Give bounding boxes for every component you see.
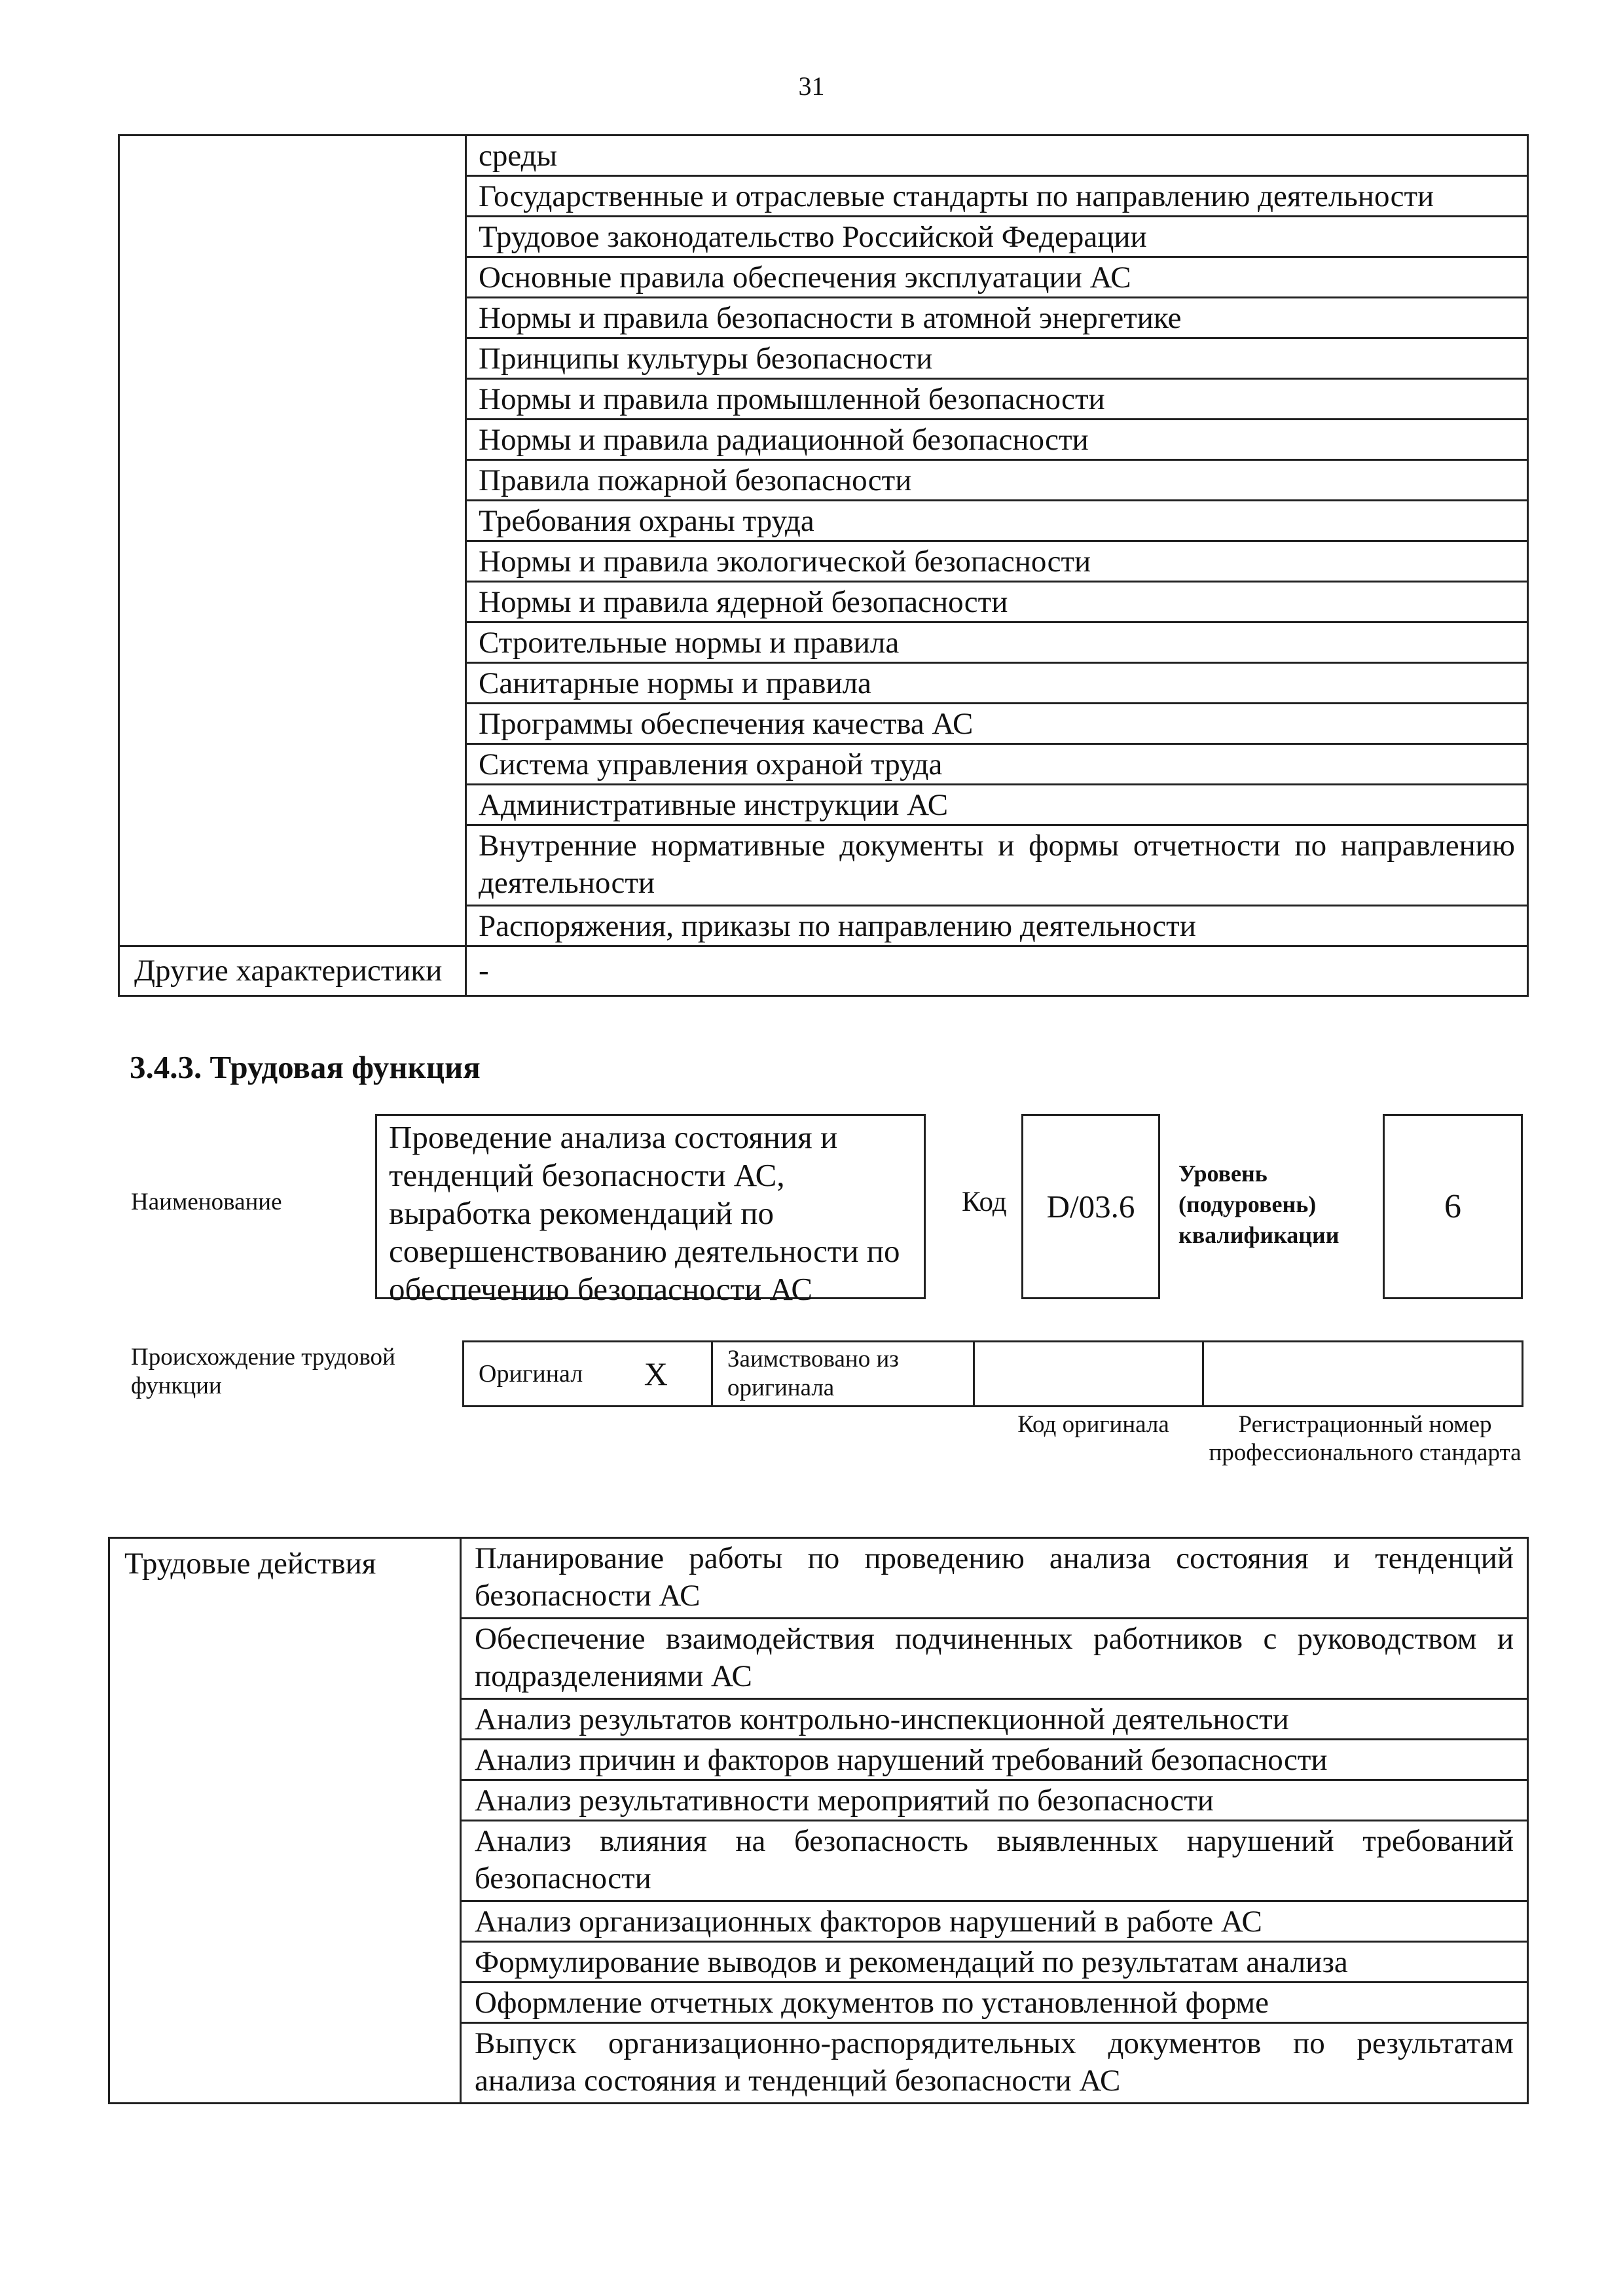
registration-number-caption: Регистрационный номер профессионального стандарта [1209, 1411, 1522, 1466]
knowledge-item: Система управления охраной труда [466, 744, 1528, 785]
name-label: Наименование [131, 1189, 282, 1215]
action-item: Анализ причин и факторов нарушений требований безопасности [461, 1740, 1528, 1780]
borrowed-label: Заимствовано из оригинала [712, 1342, 974, 1407]
qualification-level-value: 6 [1444, 1188, 1461, 1225]
action-item: Формулирование выводов и рекомендаций по результатам анализа [461, 1942, 1528, 1982]
knowledge-item: Правила пожарной безопасности [466, 460, 1528, 501]
action-item: Обеспечение взаимодействия подчиненных работников с руководством и подразделениями АС [461, 1619, 1528, 1699]
knowledge-item: Нормы и правила радиационной безопасности [466, 420, 1528, 460]
knowledge-item: Строительные нормы и правила [466, 622, 1528, 663]
knowledge-item: Нормы и правила ядерной безопасности [466, 582, 1528, 622]
other-characteristics-row [119, 946, 1528, 996]
knowledge-item: Санитарные нормы и правила [466, 663, 1528, 704]
function-code-value: D/03.6 [1046, 1189, 1135, 1225]
knowledge-item: Нормы и правила экологической безопасности [466, 541, 1528, 582]
original-code-caption: Код оригинала [1017, 1411, 1169, 1438]
page-number: 31 [798, 71, 825, 101]
action-item: Выпуск организационно-распорядительных документов по результатам анализа состояния и тенденций безопасности АС [461, 2023, 1528, 2104]
action-item: Анализ организационных факторов нарушений в работе АС [461, 1901, 1528, 1942]
original-code-cell [974, 1342, 1203, 1407]
actions-table [108, 1537, 1529, 2104]
knowledge-item: Административные инструкции АС [466, 785, 1528, 825]
knowledge-item: Требования охраны труда [466, 501, 1528, 541]
action-item: Оформление отчетных документов по установленной форме [461, 1982, 1528, 2023]
section-heading: 3.4.3. Трудовая функция [130, 1049, 481, 1085]
function-code [1021, 1114, 1160, 1299]
knowledge-row [119, 135, 1528, 176]
origin-label: Происхождение трудовой функции [131, 1344, 395, 1399]
knowledge-item: Принципы культуры безопасности [466, 338, 1528, 379]
action-item: Планирование работы по проведению анализа состояния и тенденций безопасности АС [461, 1538, 1528, 1619]
knowledge-item: Внутренние нормативные документы и формы отчетности по направлению деятельности [466, 825, 1528, 906]
action-item: Анализ влияния на безопасность выявленных нарушений требований безопасности [461, 1821, 1528, 1901]
original-mark: X [601, 1342, 712, 1407]
original-label: Оригинал [464, 1342, 601, 1407]
registration-number-cell [1203, 1342, 1523, 1407]
function-name: Проведение анализа состояния и тенденций безопасности АС, выработка рекомендаций по совершенствованию деятельности по обеспечению безопасности АС [375, 1114, 926, 1299]
knowledge-item: Государственные и отраслевые стандарты по направлению деятельности [466, 176, 1528, 217]
action-row [109, 1538, 1528, 1619]
knowledge-item: Трудовое законодательство Российской Федерации [466, 217, 1528, 257]
knowledge-item: Основные правила обеспечения эксплуатации АС [466, 257, 1528, 298]
knowledge-table [118, 134, 1529, 997]
qualification-level-label: Уровень (подуровень) квалификации [1178, 1160, 1340, 1248]
qualification-level [1383, 1114, 1523, 1299]
knowledge-label-cell [119, 135, 466, 946]
other-characteristics-label: Другие характеристики [119, 946, 466, 996]
other-characteristics-value: - [466, 946, 1528, 996]
action-item: Анализ результатов контрольно-инспекционной деятельности [461, 1699, 1528, 1740]
knowledge-item: Нормы и правила безопасности в атомной энергетике [466, 298, 1528, 338]
knowledge-item: Нормы и правила промышленной безопасности [466, 379, 1528, 420]
knowledge-item: Программы обеспечения качества АС [466, 704, 1528, 744]
actions-label: Трудовые действия [109, 1538, 461, 2104]
action-item: Анализ результативности мероприятий по безопасности [461, 1780, 1528, 1821]
code-label: Код [962, 1187, 1007, 1217]
origin-table [462, 1340, 1523, 1407]
knowledge-item: Распоряжения, приказы по направлению деятельности [466, 906, 1528, 946]
knowledge-item: среды [466, 135, 1528, 176]
